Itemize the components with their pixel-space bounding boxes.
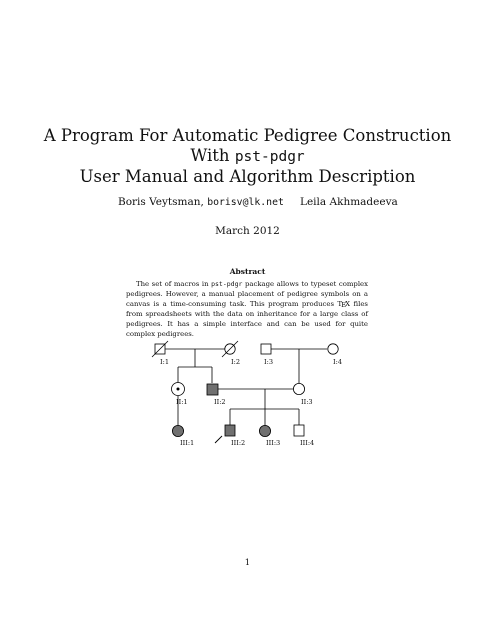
- title-line-1: A Program For Automatic Pedigree Construction: [43, 126, 452, 145]
- label-I1: I:1: [160, 358, 170, 366]
- author-1-email: borisv@lk.net: [207, 197, 284, 208]
- title-with-word: With: [190, 145, 230, 165]
- author-1-name: Boris Veytsman,: [118, 196, 204, 208]
- individual-III3-affected-female-icon: [259, 425, 270, 436]
- label-I3: I:3: [264, 358, 274, 366]
- title-package-name: pst-pdgr: [234, 148, 305, 165]
- abstract-heading: Abstract: [229, 267, 266, 276]
- abstract-text-3: files from spreadsheets with the data on inheritance for a large class of pedigrees. It has a simple interface and can be used for quite complex pedigrees.: [126, 299, 368, 338]
- label-III2: III:2: [231, 439, 246, 447]
- date: March 2012: [215, 225, 280, 237]
- abstract-package-name: pst-pdgr: [211, 280, 243, 288]
- abstract-text-1: The set of macros in: [136, 280, 209, 288]
- label-II3: II:3: [301, 398, 313, 406]
- author-2-name: Leila Akhmadeeva: [300, 196, 398, 208]
- individual-II2-affected-male-icon: [207, 384, 218, 395]
- label-III1: III:1: [180, 439, 195, 447]
- label-I2: I:2: [231, 358, 241, 366]
- individual-III4-male-icon: [294, 425, 304, 436]
- affected-male-symbol-icon: [225, 425, 235, 436]
- individual-II3-female-icon: [293, 383, 304, 394]
- label-III4: III:4: [300, 439, 315, 447]
- page-number: 1: [244, 558, 251, 568]
- individual-I4-female-icon: [328, 344, 338, 354]
- individual-I3-male-icon: [261, 344, 271, 354]
- proband-arrow-icon: [215, 436, 222, 443]
- title-line-3: User Manual and Algorithm Description: [79, 167, 416, 187]
- individual-III1-affected-female-icon: [172, 425, 183, 436]
- tex-logo: TEX: [337, 299, 351, 310]
- label-III3: III:3: [266, 439, 281, 447]
- label-I4: I:4: [333, 358, 343, 366]
- abstract-text-2: package allows to typeset complex pedigrees. However, a manual placement of pedigree symbols on a canvas is a time-consuming task. This program produces: [126, 280, 368, 308]
- label-II1: II:1: [176, 398, 188, 406]
- carrier-dot-icon: [177, 388, 180, 391]
- individual-II1: [172, 383, 185, 396]
- label-II2: II:2: [214, 398, 226, 406]
